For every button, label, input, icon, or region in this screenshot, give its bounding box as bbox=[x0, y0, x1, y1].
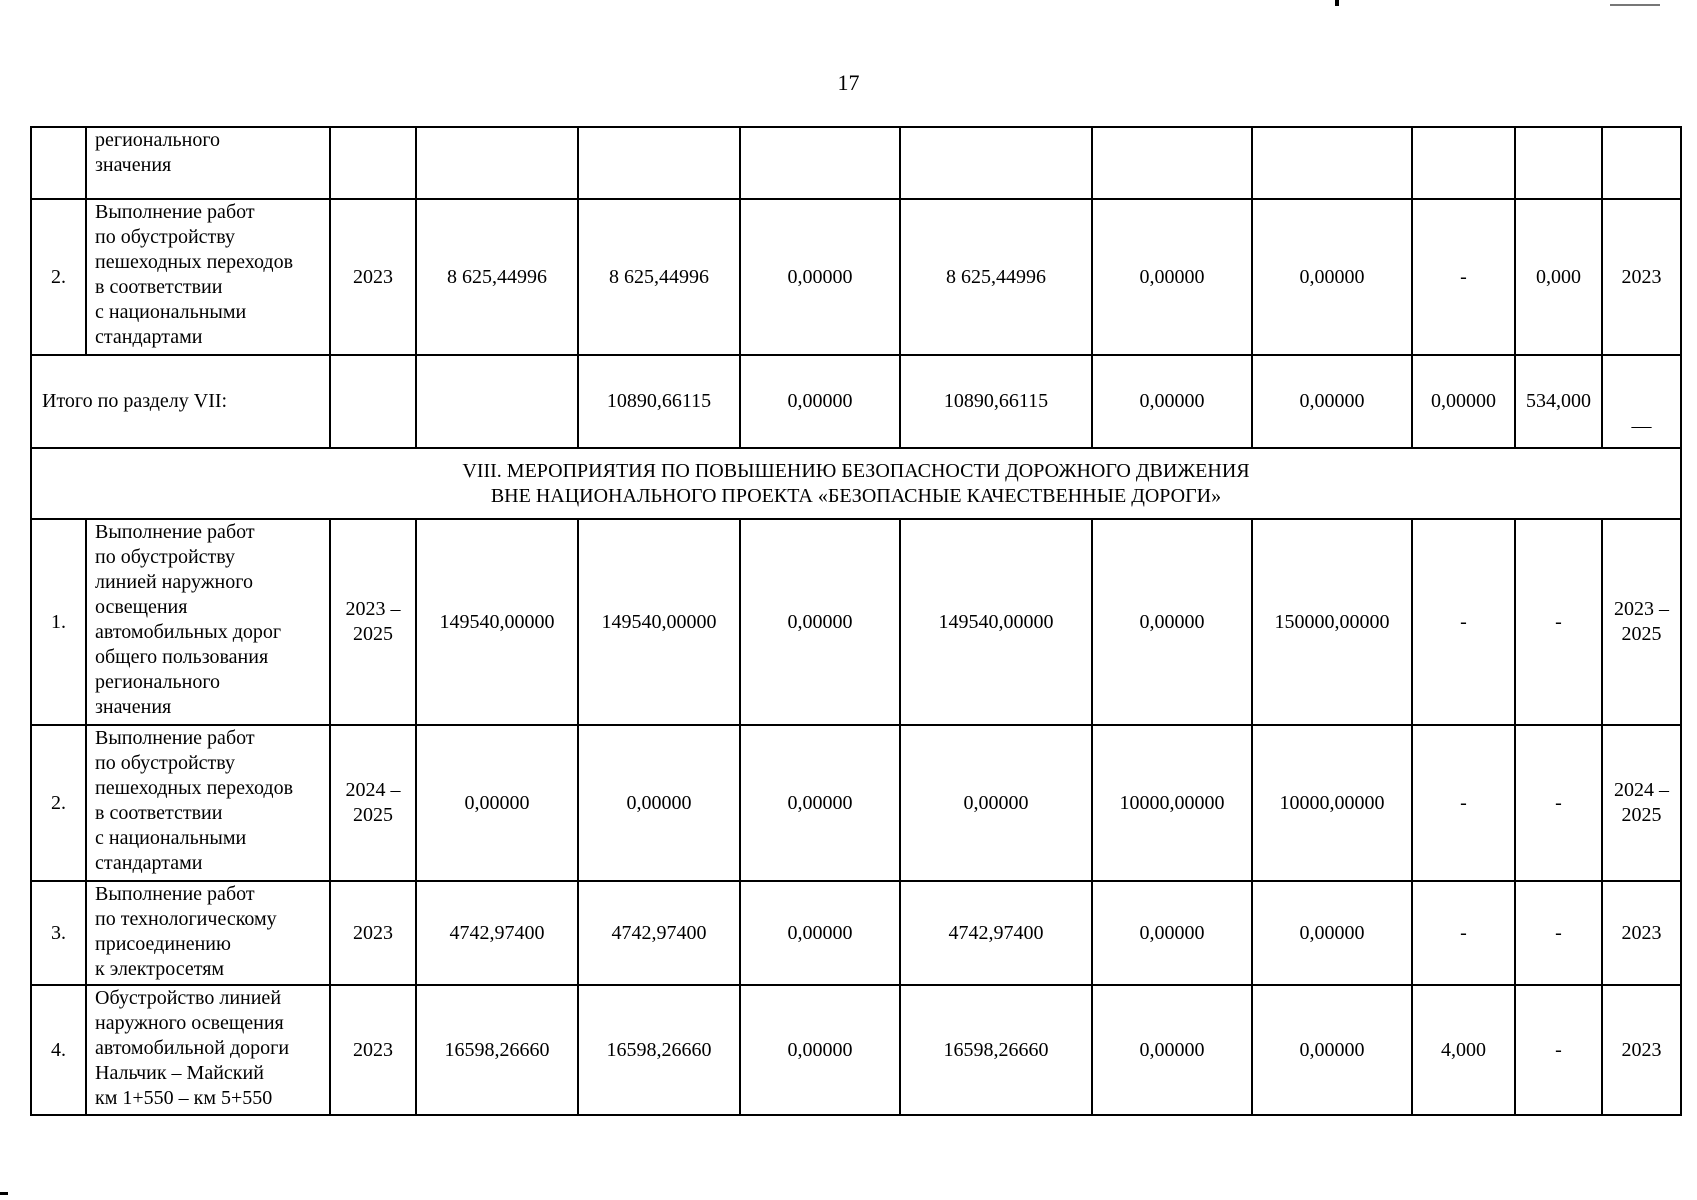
cell-value bbox=[416, 127, 578, 199]
row-name: регионального значения bbox=[86, 127, 330, 199]
cell-value bbox=[1092, 127, 1252, 199]
section-heading-row bbox=[31, 448, 1681, 519]
cell-period: 2024 – 2025 bbox=[1602, 725, 1681, 881]
scan-mark bbox=[0, 1192, 8, 1195]
cell-value: - bbox=[1515, 519, 1602, 725]
cell-period: 2023 bbox=[1602, 199, 1681, 355]
scan-mark bbox=[1610, 4, 1660, 6]
cell-value: 4742,97400 bbox=[416, 881, 578, 985]
cell-value: 16598,26660 bbox=[900, 985, 1092, 1115]
total-label: Итого по разделу VII: bbox=[31, 355, 330, 448]
row-name: Выполнение работ по обустройству линией наружного освещения автомобильных дорог общего пользования регионального значения bbox=[86, 519, 330, 725]
cell-value bbox=[1412, 127, 1515, 199]
cell-empty bbox=[330, 355, 416, 448]
cell-value: - bbox=[1412, 199, 1515, 355]
table-row bbox=[31, 519, 1681, 725]
total-value: 0,00000 bbox=[1092, 355, 1252, 448]
cell-value: 10000,00000 bbox=[1092, 725, 1252, 881]
cell-value: 149540,00000 bbox=[416, 519, 578, 725]
row-number: 3. bbox=[31, 881, 86, 985]
cell-value bbox=[578, 127, 740, 199]
cell-value: 150000,00000 bbox=[1252, 519, 1412, 725]
cell-period: 2023 – 2025 bbox=[1602, 519, 1681, 725]
cell-value: 149540,00000 bbox=[578, 519, 740, 725]
cell-value: 0,00000 bbox=[740, 881, 900, 985]
cell-years bbox=[330, 127, 416, 199]
cell-value: 8 625,44996 bbox=[900, 199, 1092, 355]
row-number bbox=[31, 127, 86, 199]
table-row bbox=[31, 985, 1681, 1115]
row-name: Обустройство линией наружного освещения автомобильной дороги Нальчик – Майский км 1+550 – км 5+550 bbox=[86, 985, 330, 1115]
cell-value: 0,00000 bbox=[1252, 881, 1412, 985]
cell-value: - bbox=[1515, 725, 1602, 881]
table-row bbox=[31, 881, 1681, 985]
cell-years: 2023 – 2025 bbox=[330, 519, 416, 725]
cell-value bbox=[900, 127, 1092, 199]
cell-value: 0,00000 bbox=[900, 725, 1092, 881]
cell-period: 2023 bbox=[1602, 985, 1681, 1115]
total-row bbox=[31, 355, 1681, 448]
cell-value: 4742,97400 bbox=[900, 881, 1092, 985]
cell-value: 0,000 bbox=[1515, 199, 1602, 355]
row-name: Выполнение работ по обустройству пешеходных переходов в соответствии с национальными стандартами bbox=[86, 199, 330, 355]
row-number: 4. bbox=[31, 985, 86, 1115]
cell-value: - bbox=[1412, 725, 1515, 881]
scan-mark bbox=[1335, 0, 1339, 6]
section-heading: VIII. МЕРОПРИЯТИЯ ПО ПОВЫШЕНИЮ БЕЗОПАСНОСТИ ДОРОЖНОГО ДВИЖЕНИЯ ВНЕ НАЦИОНАЛЬНОГО ПРОЕКТА «БЕЗОПАСНЫЕ КАЧЕСТВЕННЫЕ ДОРОГИ» bbox=[31, 448, 1681, 519]
row-number: 2. bbox=[31, 725, 86, 881]
table-row bbox=[31, 127, 1681, 199]
row-number: 2. bbox=[31, 199, 86, 355]
page-number: 17 bbox=[837, 70, 860, 95]
cell-years: 2023 bbox=[330, 199, 416, 355]
cell-value: 0,00000 bbox=[740, 199, 900, 355]
cell-value: 16598,26660 bbox=[416, 985, 578, 1115]
cell-value: 0,00000 bbox=[740, 985, 900, 1115]
total-value: 0,00000 bbox=[1252, 355, 1412, 448]
cell-value: - bbox=[1412, 881, 1515, 985]
cell-value: 0,00000 bbox=[1092, 199, 1252, 355]
cell-value: 0,00000 bbox=[1252, 199, 1412, 355]
cell-value: - bbox=[1515, 881, 1602, 985]
cell-value: 0,00000 bbox=[740, 519, 900, 725]
cell-value: - bbox=[1515, 985, 1602, 1115]
cell-value: 0,00000 bbox=[740, 725, 900, 881]
cell-value: 0,00000 bbox=[1252, 985, 1412, 1115]
cell-years: 2023 bbox=[330, 881, 416, 985]
total-period: — bbox=[1602, 355, 1681, 448]
total-value: 0,00000 bbox=[1412, 355, 1515, 448]
cell-period: 2023 bbox=[1602, 881, 1681, 985]
row-name: Выполнение работ по технологическому присоединению к электросетям bbox=[86, 881, 330, 985]
cell-value: 8 625,44996 bbox=[416, 199, 578, 355]
cell-value: 149540,00000 bbox=[900, 519, 1092, 725]
cell-value: 8 625,44996 bbox=[578, 199, 740, 355]
table-row bbox=[31, 199, 1681, 355]
cell-value: 0,00000 bbox=[1092, 985, 1252, 1115]
cell-value bbox=[1252, 127, 1412, 199]
cell-years: 2023 bbox=[330, 985, 416, 1115]
cell-value bbox=[1515, 127, 1602, 199]
cell-value: - bbox=[1412, 519, 1515, 725]
cell-value: 4742,97400 bbox=[578, 881, 740, 985]
total-value: 0,00000 bbox=[740, 355, 900, 448]
total-value: 534,000 bbox=[1515, 355, 1602, 448]
cell-value: 0,00000 bbox=[1092, 519, 1252, 725]
cell-value: 4,000 bbox=[1412, 985, 1515, 1115]
cell-value: 16598,26660 bbox=[578, 985, 740, 1115]
cell-value: 0,00000 bbox=[578, 725, 740, 881]
total-value: 10890,66115 bbox=[900, 355, 1092, 448]
total-value: 10890,66115 bbox=[578, 355, 740, 448]
cell-value: 10000,00000 bbox=[1252, 725, 1412, 881]
cell-value bbox=[740, 127, 900, 199]
program-table bbox=[30, 126, 1682, 1116]
cell-years: 2024 – 2025 bbox=[330, 725, 416, 881]
table-row bbox=[31, 725, 1681, 881]
row-number: 1. bbox=[31, 519, 86, 725]
cell-empty bbox=[416, 355, 578, 448]
cell-period bbox=[1602, 127, 1681, 199]
cell-value: 0,00000 bbox=[1092, 881, 1252, 985]
cell-value: 0,00000 bbox=[416, 725, 578, 881]
row-name: Выполнение работ по обустройству пешеходных переходов в соответствии с национальными стандартами bbox=[86, 725, 330, 881]
